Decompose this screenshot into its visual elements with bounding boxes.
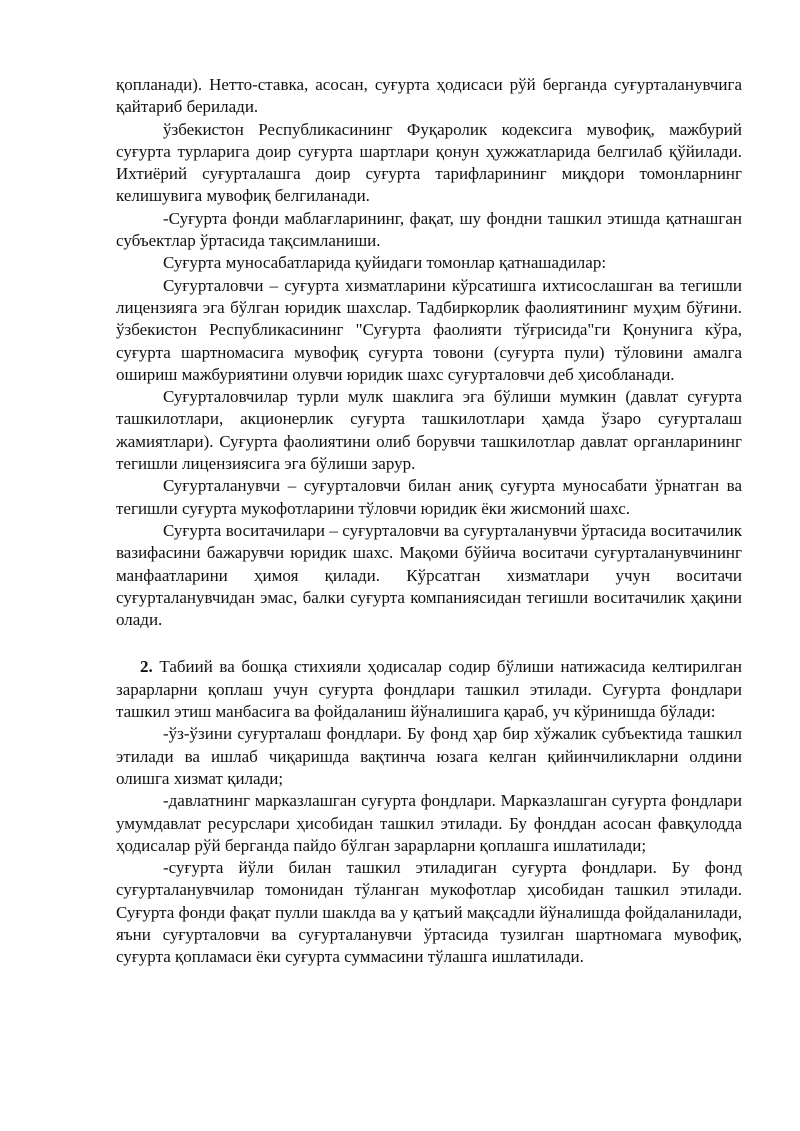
list-item-insurance-funds: -суғурта йўли билан ташкил этиладиган суғурта фондлари. Бу фонд суғурталанувчилар томонидан тўланган мукофотлар ҳисобидан ташкил этилади. Суғурта фонди фақат пулли шаклда ва у қатъий мақсадли йўналишда фойдаланилади, яъни суғурталовчи ва суғурталанувчи ўртасида тузилган шартномага мувофиқ, суғурта қопламаси ёки суғурта суммасини тўлашга ишлатилади. [116, 858, 742, 967]
section-2-text: Табиий ва бошқа стихияли ҳодисалар содир бўлиши натижасида келтирилган зарарларни қоплаш учун суғурта фондлари ташкил этилади. Суғурта фондлари ташкил этиш манбасига ва фойдаланиш йўналишига қараб, уч кўринишда бўлади: [116, 657, 742, 722]
paragraph-insurer-forms: Суғурталовчилар турли мулк шаклига эга бўлиши мумкин (давлат суғурта ташкилотлари, акционерлик суғурта ташкилотлари ҳамда ўзаро суғурталаш жамиятлари). Суғурта фаолиятини олиб борувчи ташкилотлар давлат органларининг тегишли лицензиясига эга бўлиши зарур. [116, 387, 742, 474]
paragraph-civil-code: ўзбекистон Республикасининг Фуқаролик кодексига мувофиқ, мажбурий суғурта турларига доир суғурта шартлари қонун ҳужжатларида белгилаб қўйилади. Ихтиёрий суғурталашга доир суғурта тарифларининг миқдори томонларнинг келишувига мувофиқ белгиланади. [116, 119, 742, 206]
paragraph-parties-intro: Суғурта муносабатларида қуйидаги томонлар қатнашадилар: [163, 253, 607, 273]
list-item-state-funds: -давлатнинг марказлашган суғурта фондлари. Марказлашган суғурта фондлари умумдавлат ресурслари ҳисобидан ташкил этилади. Бу фонддан асосан фавқулодда ҳодисалар рўй берганда пайдо бўлган зарарларни қоплашга ишлатилади; [116, 791, 742, 855]
paragraph-insurer: Суғурталовчи – суғурта хизматларини кўрсатишга ихтисослашган ва тегишли лицензияга эга бўлган юридик шахслар. Тадбиркорлик фаолиятининг муҳим бўғини. ўзбекистон Республикасининг "Суғурта фаолияти тўғрисида"ги Қонунига кўра, суғурта шартномасига мувофиқ суғурта товони (суғурта пули) тўловини амалга ошириш мажбуриятини олувчи юридик шахс суғурталовчи деб ҳисобланади. [116, 275, 742, 384]
list-item-self-insurance: -ўз-ўзини суғурталаш фондлари. Бу фонд ҳар бир хўжалик субъектида ташкил этилади ва ишлаб чиқаришда вақтинча юзага келган қийинчиликларни олдини олишга хизмат қилади; [116, 724, 742, 788]
paragraph-intermediaries: Суғурта воситачилари – суғурталовчи ва суғурталанувчи ўртасида воситачилик вазифасини бажарувчи юридик шахс. Мақоми бўйича воситачи суғурталанувчининг манфаатларини ҳимоя қилади. Кўрсатган хизматлари учун воситачи суғурталанувчидан эмас, балки суғурта компаниясидан тегишли воситачилик ҳақини олади. [116, 520, 742, 630]
section-number: 2. [140, 657, 153, 677]
paragraph-fund-distribution: -Суғурта фонди маблағларининг, фақат, шу фондни ташкил этишда қатнашган субъектлар ўртасида тақсимланиши. [116, 208, 742, 251]
paragraph-continuation: қопланади). Нетто-ставка, асосан, суғурта ҳодисаси рўй берганда суғурталанувчига қайтариб берилади. [116, 75, 742, 117]
section-2-paragraph [116, 656, 742, 723]
section-spacer [116, 631, 742, 656]
paragraph-insured: Суғурталанувчи – суғурталовчи билан аниқ суғурта муносабати ўрнатган ва тегишли суғурта мукофотларини тўловчи юридик ёки жисмоний шахс. [116, 476, 742, 518]
document-page [116, 74, 742, 969]
